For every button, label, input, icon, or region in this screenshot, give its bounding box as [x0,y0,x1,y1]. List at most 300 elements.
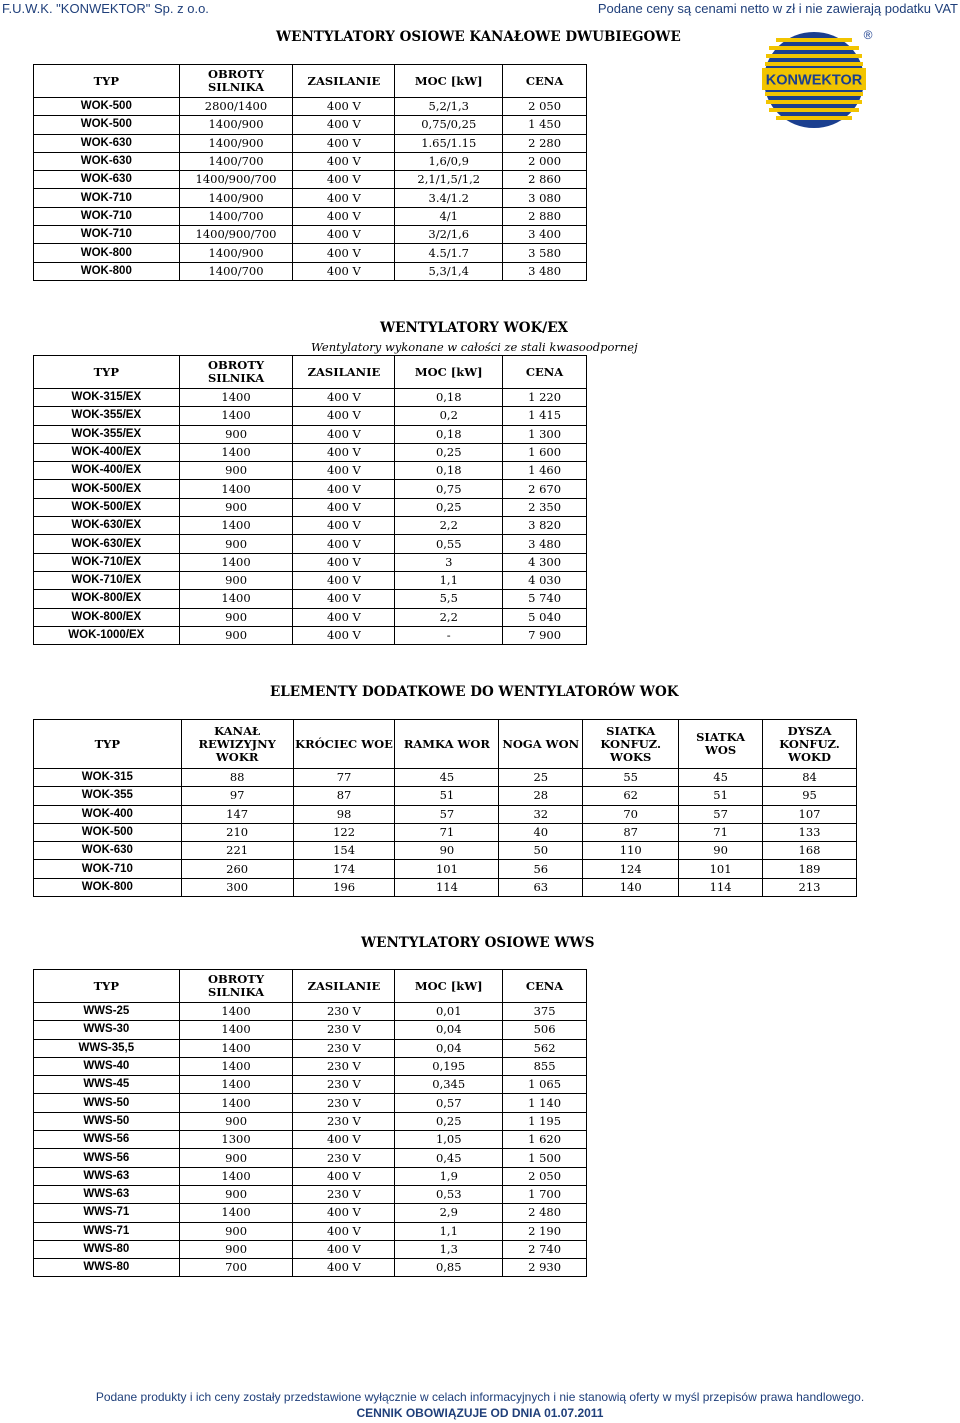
value-cell: 213 [763,878,857,896]
section4-title: WENTYLATORY OSIOWE WWS [361,935,595,951]
table-row [34,1112,587,1130]
table-row [34,189,587,207]
value-cell: 2 190 [503,1222,587,1240]
value-cell: 2 280 [503,134,587,152]
value-cell: 84 [763,769,857,787]
table-row [34,1167,587,1185]
type-cell: WWS-45 [34,1076,180,1094]
table-row [34,805,857,823]
value-cell: 0,45 [395,1149,503,1167]
value-cell: 1,9 [395,1167,503,1185]
value-cell: 0,345 [395,1076,503,1094]
page-header [0,0,960,18]
value-cell: 90 [395,842,499,860]
value-cell: 2,2 [395,517,503,535]
value-cell: 140 [583,878,679,896]
section2-subtitle: Wentylatory wykonane w całości ze stali kwasoodpornej [311,340,638,354]
type-cell: WWS-56 [34,1149,180,1167]
type-cell: WOK-500 [34,823,182,841]
type-cell: WWS-35,5 [34,1039,180,1057]
column-header: SIATKA KONFUZ. WOKS [583,720,679,769]
value-cell: 1400/900 [179,116,293,134]
value-cell: 189 [763,860,857,878]
type-cell: WWS-30 [34,1021,180,1039]
type-cell: WWS-50 [34,1112,180,1130]
column-header: MOC [kW] [395,356,503,389]
value-cell: 2 880 [503,207,587,225]
table-row [34,626,587,644]
value-cell: 400 V [293,535,395,553]
value-cell: 1400/900/700 [179,226,293,244]
table-row [34,425,587,443]
type-cell: WOK-800 [34,244,180,262]
table-row [34,1185,587,1203]
column-header: TYP [34,356,180,389]
value-cell: 4 030 [503,571,587,589]
value-cell: 700 [179,1259,293,1277]
table-row [34,1149,587,1167]
value-cell: 400 V [293,462,395,480]
value-cell: 1400 [179,553,293,571]
value-cell: 400 V [293,152,395,170]
type-cell: WOK-630/EX [34,535,180,553]
value-cell: 57 [395,805,499,823]
type-cell: WOK-710/EX [34,571,180,589]
value-cell: 1400/900/700 [179,171,293,189]
value-cell: 900 [179,1185,293,1203]
value-cell: 400 V [293,571,395,589]
value-cell: 855 [503,1057,587,1075]
value-cell: 400 V [293,480,395,498]
value-cell: 174 [293,860,395,878]
table-row [34,608,587,626]
value-cell: 300 [181,878,293,896]
value-cell: 400 V [293,590,395,608]
value-cell: 1400/900 [179,189,293,207]
value-cell: 114 [679,878,763,896]
value-cell: 107 [763,805,857,823]
type-cell: WOK-400 [34,805,182,823]
value-cell: 1400 [179,1003,293,1021]
value-cell: 0,25 [395,443,503,461]
value-cell: 400 V [293,1204,395,1222]
value-cell: 98 [293,805,395,823]
type-cell: WWS-56 [34,1131,180,1149]
value-cell: 900 [179,425,293,443]
value-cell: 147 [181,805,293,823]
value-cell: 0,57 [395,1094,503,1112]
table-row [34,498,587,516]
value-cell: 62 [583,787,679,805]
value-cell: 110 [583,842,679,860]
type-cell: WWS-71 [34,1222,180,1240]
value-cell: 1400 [179,480,293,498]
value-cell: 1,3 [395,1240,503,1258]
value-cell: 900 [179,498,293,516]
value-cell: 154 [293,842,395,860]
value-cell: 4.5/1.7 [395,244,503,262]
value-cell: - [395,626,503,644]
value-cell: 0,04 [395,1039,503,1057]
table-row [34,462,587,480]
table-row [34,226,587,244]
value-cell: 56 [499,860,583,878]
value-cell: 0,18 [395,425,503,443]
column-header: KANAŁ REWIZYJNY WOKR [181,720,293,769]
value-cell: 1400/700 [179,207,293,225]
value-cell: 375 [503,1003,587,1021]
value-cell: 3/2/1,6 [395,226,503,244]
value-cell: 0,04 [395,1021,503,1039]
value-cell: 1.65/1.15 [395,134,503,152]
value-cell: 87 [583,823,679,841]
value-cell: 3 [395,553,503,571]
value-cell: 0,195 [395,1057,503,1075]
section1-title: WENTYLATORY OSIOWE KANAŁOWE DWUBIEGOWE [276,29,681,45]
value-cell: 900 [179,535,293,553]
value-cell: 5 040 [503,608,587,626]
column-header: OBROTY SILNIKA [179,970,293,1003]
table-row [34,262,587,280]
type-cell: WOK-500/EX [34,498,180,516]
value-cell: 1400 [179,1039,293,1057]
konwektor-logo [762,28,876,130]
value-cell: 2 670 [503,480,587,498]
table-row [34,823,857,841]
value-cell: 0,18 [395,389,503,407]
value-cell: 2 350 [503,498,587,516]
value-cell: 0,55 [395,535,503,553]
type-cell: WOK-500 [34,98,180,116]
value-cell: 87 [293,787,395,805]
column-header: TYP [34,65,180,98]
value-cell: 70 [583,805,679,823]
type-cell: WOK-500/EX [34,480,180,498]
value-cell: 2 050 [503,98,587,116]
section2-title: WENTYLATORY WOK/EX [380,320,568,336]
type-cell: WOK-710 [34,226,180,244]
value-cell: 230 V [293,1112,395,1130]
value-cell: 1 415 [503,407,587,425]
value-cell: 1400 [179,1021,293,1039]
value-cell: 51 [679,787,763,805]
value-cell: 1400/900 [179,134,293,152]
footer-disclaimer: Podane produkty i ich ceny zostały przedstawione wyłącznie w celach informacyjnych i nie stanowią oferty w myśl przepisów prawa handlowego. [95,1390,865,1404]
value-cell: 400 V [293,626,395,644]
column-header: ZASILANIE [293,65,395,98]
value-cell: 1,1 [395,1222,503,1240]
type-cell: WOK-355 [34,787,182,805]
value-cell: 45 [395,769,499,787]
vat-note: Podane ceny są cenami netto w zł i nie zawierają podatku VAT [597,1,958,16]
value-cell: 0,75/0,25 [395,116,503,134]
value-cell: 400 V [293,1259,395,1277]
table-row [34,553,587,571]
value-cell: 562 [503,1039,587,1057]
type-cell: WOK-630 [34,842,182,860]
type-cell: WOK-710 [34,189,180,207]
value-cell: 101 [395,860,499,878]
value-cell: 1 140 [503,1094,587,1112]
value-cell: 5,5 [395,590,503,608]
table-row [34,1204,587,1222]
value-cell: 5,3/1,4 [395,262,503,280]
value-cell: 4/1 [395,207,503,225]
value-cell: 45 [679,769,763,787]
table-row [34,134,587,152]
value-cell: 1 460 [503,462,587,480]
value-cell: 1,05 [395,1131,503,1149]
table-row [34,98,587,116]
footer-validity: CENNIK OBOWIĄZUJE OD DNIA 01.07.2011 [356,1406,604,1420]
value-cell: 900 [179,571,293,589]
column-header: KRÓCIEC WOE [293,720,395,769]
value-cell: 28 [499,787,583,805]
value-cell: 230 V [293,1076,395,1094]
type-cell: WOK-630/EX [34,517,180,535]
value-cell: 2 480 [503,1204,587,1222]
value-cell: 50 [499,842,583,860]
type-cell: WOK-710 [34,860,182,878]
value-cell: 0,53 [395,1185,503,1203]
value-cell: 1 195 [503,1112,587,1130]
table-row [34,535,587,553]
value-cell: 900 [179,626,293,644]
value-cell: 2,2 [395,608,503,626]
value-cell: 1,6/0,9 [395,152,503,170]
table-row [34,1094,587,1112]
value-cell: 230 V [293,1039,395,1057]
table-row [34,590,587,608]
value-cell: 1 700 [503,1185,587,1203]
value-cell: 2 050 [503,1167,587,1185]
table-row [34,860,857,878]
value-cell: 400 V [293,407,395,425]
value-cell: 260 [181,860,293,878]
value-cell: 133 [763,823,857,841]
value-cell: 1400 [179,517,293,535]
value-cell: 114 [395,878,499,896]
type-cell: WWS-25 [34,1003,180,1021]
value-cell: 506 [503,1021,587,1039]
value-cell: 2,9 [395,1204,503,1222]
value-cell: 3 580 [503,244,587,262]
value-cell: 230 V [293,1021,395,1039]
table-row [34,244,587,262]
value-cell: 168 [763,842,857,860]
type-cell: WOK-400/EX [34,443,180,461]
value-cell: 2 740 [503,1240,587,1258]
value-cell: 1400 [179,443,293,461]
value-cell: 230 V [293,1057,395,1075]
column-header: DYSZA KONFUZ. WOKD [763,720,857,769]
table-row [34,480,587,498]
value-cell: 210 [181,823,293,841]
value-cell: 0,01 [395,1003,503,1021]
column-header: OBROTY SILNIKA [179,65,293,98]
value-cell: 0,25 [395,498,503,516]
type-cell: WWS-50 [34,1094,180,1112]
table-row [34,571,587,589]
value-cell: 900 [179,608,293,626]
value-cell: 1400 [179,389,293,407]
type-cell: WWS-71 [34,1204,180,1222]
value-cell: 1400 [179,1076,293,1094]
value-cell: 400 V [293,425,395,443]
value-cell: 400 V [293,1222,395,1240]
value-cell: 1400 [179,407,293,425]
column-header: MOC [kW] [395,970,503,1003]
value-cell: 400 V [293,498,395,516]
value-cell: 230 V [293,1094,395,1112]
value-cell: 97 [181,787,293,805]
table-row [34,1057,587,1075]
value-cell: 230 V [293,1003,395,1021]
column-header: CENA [503,65,587,98]
value-cell: 90 [679,842,763,860]
value-cell: 0,2 [395,407,503,425]
column-header: CENA [503,970,587,1003]
value-cell: 1 065 [503,1076,587,1094]
value-cell: 400 V [293,553,395,571]
table-row [34,517,587,535]
value-cell: 400 V [293,116,395,134]
type-cell: WOK-800/EX [34,608,180,626]
value-cell: 122 [293,823,395,841]
value-cell: 400 V [293,189,395,207]
company-name: F.U.W.K. "KONWEKTOR" Sp. z o.o. [2,1,209,16]
value-cell: 32 [499,805,583,823]
value-cell: 95 [763,787,857,805]
value-cell: 230 V [293,1185,395,1203]
value-cell: 1 450 [503,116,587,134]
value-cell: 400 V [293,1131,395,1149]
type-cell: WOK-315/EX [34,389,180,407]
type-cell: WOK-355/EX [34,425,180,443]
value-cell: 77 [293,769,395,787]
table-row [34,1003,587,1021]
value-cell: 1,1 [395,571,503,589]
type-cell: WOK-710 [34,207,180,225]
value-cell: 400 V [293,207,395,225]
value-cell: 1 500 [503,1149,587,1167]
wok-dual-speed-table [33,64,587,281]
type-cell: WWS-63 [34,1185,180,1203]
value-cell: 5,2/1,3 [395,98,503,116]
value-cell: 900 [179,1222,293,1240]
type-cell: WOK-630 [34,152,180,170]
type-cell: WOK-500 [34,116,180,134]
value-cell: 400 V [293,262,395,280]
value-cell: 0,85 [395,1259,503,1277]
value-cell: 400 V [293,226,395,244]
column-header: ZASILANIE [293,970,395,1003]
value-cell: 2 000 [503,152,587,170]
table-row [34,389,587,407]
value-cell: 3.4/1.2 [395,189,503,207]
value-cell: 1 220 [503,389,587,407]
value-cell: 0,18 [395,462,503,480]
table-row [34,1222,587,1240]
value-cell: 71 [679,823,763,841]
type-cell: WOK-630 [34,134,180,152]
value-cell: 88 [181,769,293,787]
value-cell: 1400 [179,1204,293,1222]
table-row [34,207,587,225]
value-cell: 101 [679,860,763,878]
value-cell: 196 [293,878,395,896]
value-cell: 3 400 [503,226,587,244]
value-cell: 400 V [293,98,395,116]
column-header: OBROTY SILNIKA [179,356,293,389]
value-cell: 7 900 [503,626,587,644]
wok-ex-table [33,355,587,645]
value-cell: 400 V [293,443,395,461]
column-header: RAMKA WOR [395,720,499,769]
type-cell: WOK-400/EX [34,462,180,480]
type-cell: WOK-800/EX [34,590,180,608]
type-cell: WWS-63 [34,1167,180,1185]
column-header: CENA [503,356,587,389]
table-row [34,787,857,805]
value-cell: 0,25 [395,1112,503,1130]
value-cell: 124 [583,860,679,878]
value-cell: 2 860 [503,171,587,189]
value-cell: 2,1/1,5/1,2 [395,171,503,189]
value-cell: 400 V [293,244,395,262]
type-cell: WWS-80 [34,1240,180,1258]
table-row [34,842,857,860]
value-cell: 2800/1400 [179,98,293,116]
type-cell: WWS-80 [34,1259,180,1277]
type-cell: WOK-710/EX [34,553,180,571]
value-cell: 25 [499,769,583,787]
value-cell: 1400/700 [179,262,293,280]
table-row [34,443,587,461]
value-cell: 400 V [293,517,395,535]
value-cell: 1400/900 [179,244,293,262]
value-cell: 400 V [293,608,395,626]
table-row [34,1259,587,1277]
wws-table [33,969,587,1277]
registered-mark: ® [863,28,873,42]
column-header: ZASILANIE [293,356,395,389]
table-row [34,1240,587,1258]
table-row [34,116,587,134]
value-cell: 5 740 [503,590,587,608]
value-cell: 400 V [293,1167,395,1185]
table-row [34,407,587,425]
section3-title: ELEMENTY DODATKOWE DO WENTYLATORÓW WOK [270,684,679,700]
table-row [34,1021,587,1039]
value-cell: 400 V [293,1240,395,1258]
wok-accessories-table [33,719,857,897]
value-cell: 400 V [293,134,395,152]
column-header: NOGA WON [499,720,583,769]
value-cell: 2 930 [503,1259,587,1277]
value-cell: 40 [499,823,583,841]
value-cell: 1 620 [503,1131,587,1149]
value-cell: 1400 [179,1057,293,1075]
type-cell: WOK-800 [34,878,182,896]
logo-text: KONWEKTOR [765,72,863,89]
value-cell: 51 [395,787,499,805]
value-cell: 400 V [293,171,395,189]
value-cell: 900 [179,1112,293,1130]
value-cell: 63 [499,878,583,896]
value-cell: 400 V [293,389,395,407]
value-cell: 3 480 [503,262,587,280]
